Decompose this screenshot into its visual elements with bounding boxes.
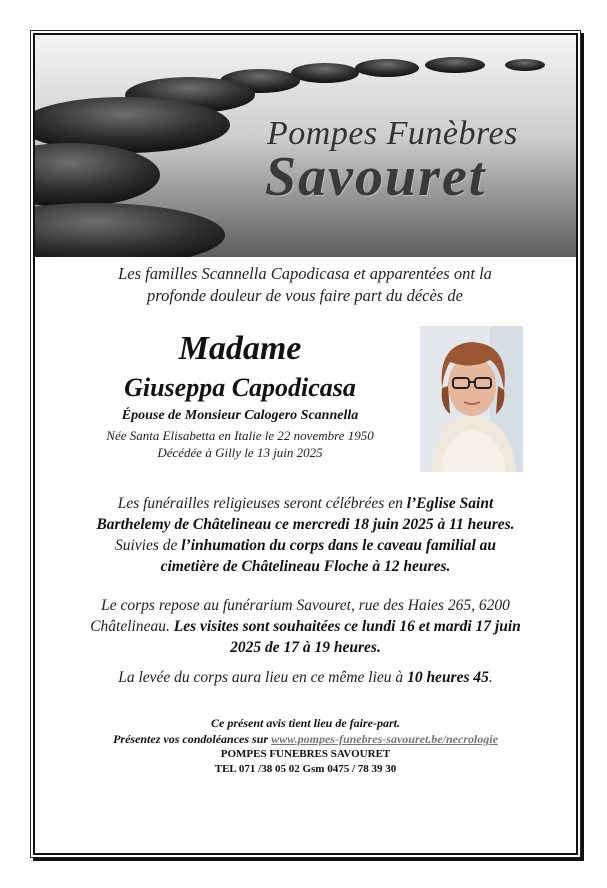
portrait-photo xyxy=(420,326,523,472)
funeral-details xyxy=(50,493,561,577)
brand-name-line2: Savouret xyxy=(265,146,487,208)
funeral-text: Les funérailles religieuses seront célébrées en xyxy=(117,495,407,512)
notice-line: Ce présent avis tient lieu de faire-part. xyxy=(211,716,400,730)
visits-hours: 2025 de 17 à 19 heures. xyxy=(230,639,381,656)
deceased-title: Madame xyxy=(178,330,302,367)
intro-line: profonde douleur de vous faire part du décès de xyxy=(147,286,463,305)
death-line: Décédée à Gilly le 13 juin 2025 xyxy=(157,445,323,460)
burial-text: l’inhumation du corps dans le caveau familial au xyxy=(181,537,497,554)
burial-place: cimetière de Châtelineau Floche à 12 heures. xyxy=(160,558,451,575)
levee-details xyxy=(50,669,561,687)
funeral-date: Barthelemy de Châtelineau ce mercredi 18 juin 2025 à 11 heures. xyxy=(96,516,515,533)
visits-text: Les visites sont souhaitées ce lundi 16 et mardi 17 juin xyxy=(173,618,521,635)
levee-end: . xyxy=(488,669,493,686)
resting-city: Châtelineau. xyxy=(90,618,174,635)
levee-time: 10 heures 45 xyxy=(407,669,489,686)
footer xyxy=(45,715,566,777)
company-name: POMPES FUNEBRES SAVOURET xyxy=(220,748,391,760)
condolences-label: Présentez vos condoléances sur xyxy=(113,732,272,746)
spouse-line: Épouse de Monsieur Calogero Scannella xyxy=(121,408,359,423)
resting-line: Le corps repose au funérarium Savouret, rue des Haies 265, 6200 xyxy=(101,597,510,614)
condolences-link[interactable]: www.pompes-funebres-savouret.be/necrologie xyxy=(271,732,498,746)
birth-line: Née Santa Elisabetta en Italie le 22 novembre 1950 xyxy=(106,428,374,443)
deceased-name: Giuseppa Capodicasa xyxy=(124,373,356,402)
intro-text xyxy=(55,263,555,307)
portrait-image xyxy=(420,326,523,472)
levee-text: La levée du corps aura lieu en ce même lieu à xyxy=(118,669,408,686)
funeral-place: l’Eglise Saint xyxy=(406,495,494,512)
company-phone: TEL 071 /38 05 02 Gsm 0475 / 78 39 30 xyxy=(214,763,397,775)
intro-line: Les familles Scannella Capodicasa et apparentées ont la xyxy=(118,264,492,283)
notice-card xyxy=(33,33,578,855)
resting-details xyxy=(50,595,561,658)
burial-intro: Suivies de xyxy=(114,537,182,554)
brand-name-line1: Pompes Funèbres xyxy=(267,115,518,152)
header-banner xyxy=(35,35,576,257)
